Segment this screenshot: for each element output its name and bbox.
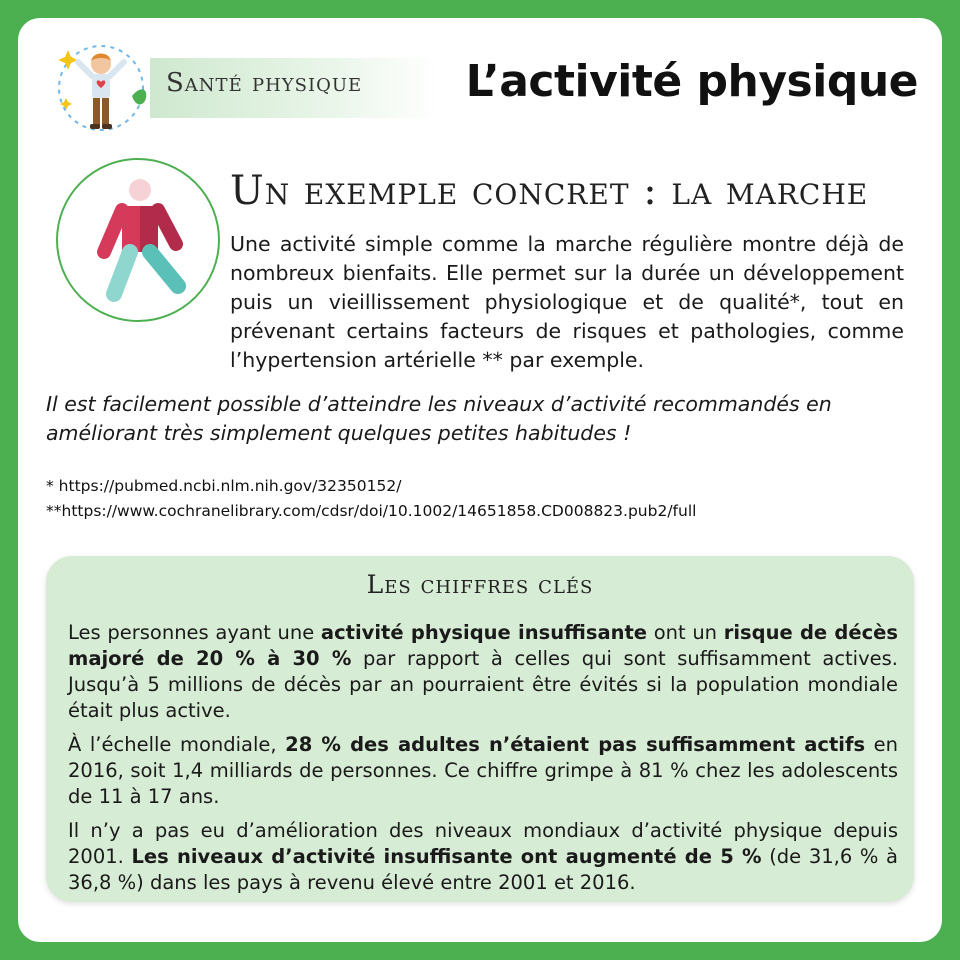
text: en 2016, soit 1,4 milliards de personnes. Ce chiffre grimpe à 81 % chez les adolescents de 11 à 17 ans. [68,733,898,808]
key-figure-paragraph-2 [68,732,898,810]
key-figures-title: Les chiffres clés [366,570,594,599]
text: par rapport à celles qui sont suffisamment actives. Jusqu’à 5 millions de décès par an pourraient être évités si la population mondiale était plus active. [68,647,898,722]
happy-person-icon [46,36,156,140]
page-title: L’activité physique [465,56,918,107]
highlight: Les niveaux d’activité insuffisante ont augmenté de 5 % [131,845,762,868]
text: Il n’y a pas eu d’amélioration des niveaux mondiaux d’activité physique depuis 2001. [68,819,898,868]
walk-paragraph [46,230,904,375]
walk-paragraph-text: Une activité simple comme la marche régulière montre déjà de nombreux bienfaits. Elle permet sur la durée un développement puis un vieillissement physiologique et de qualité*, tout en prévenant certains facteurs de risques et pathologies, comme l’hypertension artérielle ** par exemple. [230,232,904,372]
text: Les personnes ayant une [68,621,321,644]
reference-link[interactable]: **https://www.cochranelibrary.com/cdsr/doi/10.1002/14651858.CD008823.pub2/full [46,502,697,520]
references [46,474,906,524]
highlight: risque de décès majoré de 20 % à 30 % [68,621,899,670]
text: ont un [647,621,724,644]
content-card [18,18,942,942]
walk-italic-note: Il est facilement possible d’atteindre les niveaux d’activité recommandés en améliorant très simplement quelques petites habitudes ! [46,392,832,445]
walk-title: Un exemple concret : la marche [230,168,869,214]
section-tag: Santé physique [166,68,363,98]
highlight: 28 % des adultes n’étaient pas suffisamment actifs [285,733,866,756]
key-figure-paragraph-1 [68,620,898,724]
text: À l’échelle mondiale, [68,733,286,756]
key-figures-box [46,556,914,902]
text: (de 31,6 % à 36,8 %) dans les pays à revenu élevé entre 2001 et 2016. [68,845,898,894]
key-figure-paragraph-3 [68,818,898,896]
reference-link[interactable]: * https://pubmed.ncbi.nlm.nih.gov/32350152/ [46,477,402,495]
highlight: activité physique insuffisante [320,621,648,644]
